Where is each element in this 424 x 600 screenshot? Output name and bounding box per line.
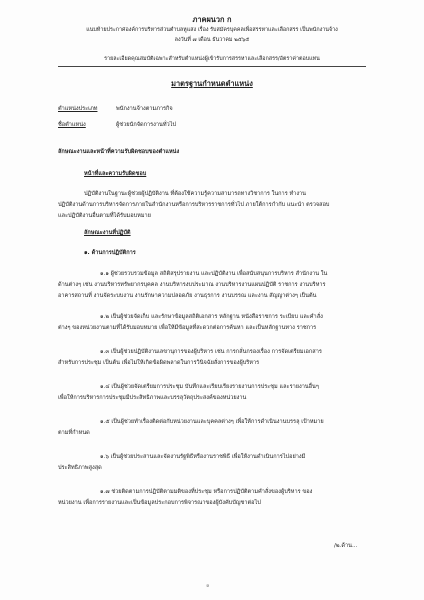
field-label-position: ชื่อตำแหน่ง xyxy=(58,122,86,128)
header-divider xyxy=(58,66,366,67)
intro-line: ปฏิบัติงานด้านการบริหารจัดการภายในสำนักงานหรือการบริหารราชการทั่วไป ภายใต้การกำกับ แนะนำ ตรวจสอบ xyxy=(58,202,330,208)
field-value-type: พนักงานจ้างตามภารกิจ xyxy=(116,106,173,112)
field-value-position: ผู้ช่วยนักจัดการงานทั่วไป xyxy=(116,122,177,128)
duty-item-line: ๑.๕ เป็นผู้ช่วยทำเรื่องติดต่อกับหน่วยงานและบุคคลต่างๆ เพื่อให้การดำเนินงานบรรลุ เป้าหมาย xyxy=(100,419,324,425)
duty-item-line: เพื่อให้การบริหารการประชุมมีประสิทธิภาพและบรรลุวัตถุประสงค์ของหน่วยงาน xyxy=(58,395,247,401)
field-label-type: ตำแหน่งประเภท xyxy=(58,106,98,112)
duty-item-line: หน่วยงาน เพื่อการรายงานและเป็นข้อมูลประกอบการพิจารณาของผู้บังคับบัญชาต่อไป xyxy=(58,500,261,506)
duties-title: หน้าที่และความรับผิดชอบ xyxy=(84,171,147,177)
section-title: ลักษณะงานและหน้าที่ความรับผิดชอบของตำแหน่ง xyxy=(58,149,180,155)
duty-item-line: สำหรับการประชุม เป็นต้น เพื่อไม่ให้เกิดข้อผิดพลาดในการวินิจฉัยสั่งการของผู้บริหาร xyxy=(58,360,260,366)
page-number: ๑ xyxy=(206,583,210,589)
duty-item-line: ๑.๖ เป็นผู้ช่วยประสานและจัดงานรัฐพิธีหรืองานราชพิธี เพื่อให้งานดำเนินการไปอย่างมี xyxy=(100,454,306,460)
duty-item-line: ประสิทธิภาพสูงสุด xyxy=(58,465,102,471)
duty-item-line: ๑.๔ เป็นผู้ช่วยจัดเตรียมการประชุม บันทึกและเรียบเรียงรายงานการประชุม และรายงานอื่นๆ xyxy=(100,384,319,390)
duty-item-line: ตามที่กำหนด xyxy=(58,430,90,436)
duty-item-line: ต่างๆ ของหน่วยงานตามที่ได้รับมอบหมาย เพื่อให้มีข้อมูลที่สะดวกต่อการค้นหา และเป็นหลักฐานทาง ราชการ xyxy=(58,325,317,331)
header-line-2: ลงวันที่ ๗ เดือน ธันวาคม ๒๕๖๕ xyxy=(174,37,250,43)
document-title: มาตรฐานกำหนดตำแหน่ง xyxy=(171,79,253,88)
header-line-1: แนบท้ายประกาศองค์การบริหารส่วนตำบลหูแสง เรื่อง รับสมัครบุคคลเพื่อสรรหาและเลือกสรร เป็นพนักงานจ้าง xyxy=(86,27,338,33)
continuation-note: /๒.ด้าน... xyxy=(334,543,358,549)
duty-item-line: อาคารสถานที่ งานจัดระบบงาน งานรักษาความปลอดภัย งานธุรการ งานบรรณ และงาน สัญญาต่างๆ เป็นต้น xyxy=(58,293,317,299)
appendix-title: ภาคผนวก ก xyxy=(192,15,232,24)
intro-line: ปฏิบัติงานในฐานะผู้ช่วยผู้ปฏิบัติงาน ที่ต้องใช้ความรู้ความสามารถทางวิชาการ ในการ ทำงาน xyxy=(84,191,307,197)
intro-line: และปฏิบัติงานอื่นตามที่ได้รับมอบหมาย xyxy=(58,213,151,219)
nature-title: ลักษณะงานที่ปฏิบัติ xyxy=(84,230,131,236)
duty-item-line: ๑.๓ เป็นผู้ช่วยปฏิบัติงานเลขานุการของผู้บริหาร เช่น การกลั่นกรองเรื่อง การจัดเตรียมเอกสาร xyxy=(100,349,322,355)
duty-item-line: ด้านต่างๆ เช่น งานบริหารทรัพยากรบุคคล งานบริหารงบประมาณ งานบริหารงานแผนปฏิบัติ ราชการ งานบริหาร xyxy=(58,282,326,288)
ops-title: ๑. ด้านการปฏิบัติการ xyxy=(84,250,136,256)
duty-item-line: ๑.๒ เป็นผู้ช่วยจัดเก็บ และรักษาข้อมูลสถิติเอกสาร หลักฐาน หนังสือราชการ ระเบียบ และคำสั่ง xyxy=(100,314,323,320)
header-line-3: รายละเอียดคุณสมบัติเฉพาะสำหรับตำแหน่งผู้เข้ารับการสรรหาและเลือกสรร/อัตราค่าตอบแทน xyxy=(104,56,320,62)
duty-item-line: ๑.๗ ช่วยติดตามการปฏิบัติตามมติของที่ประชุม หรือการปฏิบัติตามคำสั่งของผู้บริหาร ของ xyxy=(100,489,313,495)
duty-item-line: ๑.๑ ผู้ช่วยรวบรวมข้อมูล สถิติสรุปรายงาน และปฏิบัติงาน เพื่อสนับสนุนการบริหาร สำนักงาน ใน xyxy=(100,271,328,277)
